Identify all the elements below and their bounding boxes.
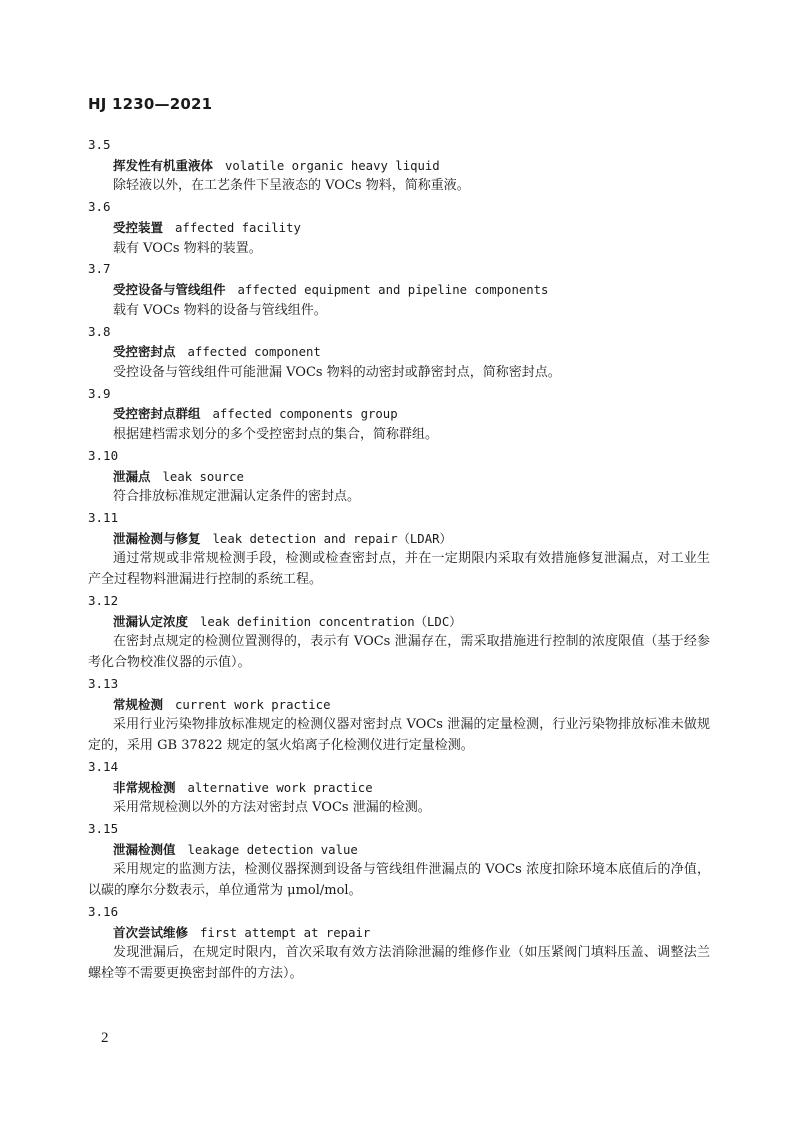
term-english: leak definition concentration（LDC） xyxy=(200,614,462,629)
term-chinese: 常规检测 xyxy=(113,696,164,712)
term-definition: 受控设备与管线组件可能泄漏 VOCs 物料的动密封或静密封点，简称密封点。 xyxy=(113,364,561,380)
term-definition: 在密封点规定的检测位置测得的，表示有 VOCs 泄漏存在，需采取措施进行控制的浓度限值（基于经参考化合物校准仪器的示值）。 xyxy=(88,634,710,671)
document-code: HJ 1230—2021 xyxy=(88,95,213,113)
definition-entry xyxy=(88,384,710,446)
term-english: affected components group xyxy=(212,407,398,422)
term-chinese: 首次尝试维修 xyxy=(113,924,189,940)
clause-number: 3.8 xyxy=(88,323,111,339)
clause-number: 3.12 xyxy=(88,593,119,608)
term-chinese: 非常规检测 xyxy=(113,779,176,795)
definition-entry xyxy=(88,259,710,321)
clause-number: 3.16 xyxy=(88,904,119,920)
term-chinese: 受控设备与管线组件 xyxy=(113,282,226,298)
term-english: current work practice xyxy=(175,697,331,712)
clause-number: 3.10 xyxy=(88,447,119,463)
clause-number: 3.14 xyxy=(88,758,119,774)
term-english: volatile organic heavy liquid xyxy=(225,158,440,173)
definition-entry xyxy=(88,508,710,591)
term-line xyxy=(88,342,710,363)
term-line xyxy=(88,467,710,488)
clause-number: 3.7 xyxy=(88,261,111,277)
term-english: affected component xyxy=(187,345,321,360)
term-definition: 采用行业污染物排放标准规定的检测仪器对密封点 VOCs 泄漏的定量检测，行业污染物排放标准未做规定的，采用 GB 37822 规定的氢火焰离子化检测仪进行定量检测。 xyxy=(88,717,710,754)
term-line xyxy=(88,404,710,425)
definition-entry xyxy=(88,446,710,508)
definition-entry xyxy=(88,135,710,197)
clause-number: 3.5 xyxy=(88,137,111,152)
term-definition: 除轻液以外，在工艺条件下呈液态的 VOCs 物料，简称重液。 xyxy=(113,178,470,194)
definition-entry xyxy=(88,757,710,819)
definition-entry xyxy=(88,819,710,902)
term-definition: 根据建档需求划分的多个受控密封点的集合，简称群组。 xyxy=(113,427,439,443)
term-chinese: 受控装置 xyxy=(113,219,164,235)
term-chinese: 受控密封点群组 xyxy=(113,406,201,422)
term-chinese: 挥发性有机重液体 xyxy=(113,157,214,173)
page-number: 2 xyxy=(101,1030,109,1046)
term-line xyxy=(88,778,710,799)
term-line xyxy=(88,923,710,944)
term-english: affected facility xyxy=(175,220,301,235)
term-chinese: 泄漏点 xyxy=(113,468,151,484)
term-definition: 符合排放标准规定泄漏认定条件的密封点。 xyxy=(113,489,361,505)
definitions-list xyxy=(88,135,710,985)
term-definition: 载有 VOCs 物料的设备与管线组件。 xyxy=(113,302,327,318)
term-definition: 采用规定的监测方法，检测仪器探测到设备与管线组件泄漏点的 VOCs 浓度扣除环境本底值后的净值，以碳的摩尔分数表示，单位通常为 μmol/mol。 xyxy=(88,862,710,899)
term-line xyxy=(88,529,710,550)
term-chinese: 泄漏检测值 xyxy=(113,841,176,857)
term-line xyxy=(88,280,710,301)
definition-entry xyxy=(88,197,710,259)
term-line xyxy=(88,612,710,633)
term-english: leak source xyxy=(162,469,244,484)
term-line xyxy=(88,840,710,861)
term-definition: 通过常规或非常规检测手段，检测或检查密封点，并在一定期限内采取有效措施修复泄漏点，对工业生产全过程物料泄漏进行控制的系统工程。 xyxy=(88,551,710,588)
term-definition: 发现泄漏后，在规定时限内，首次采取有效方法消除泄漏的维修作业（如压紧阀门填料压盖、调整法兰螺栓等不需要更换密封部件的方法）。 xyxy=(88,945,710,982)
term-chinese: 受控密封点 xyxy=(113,344,176,360)
definition-entry xyxy=(88,674,710,757)
term-chinese: 泄漏检测与修复 xyxy=(113,530,201,546)
term-line xyxy=(88,156,710,177)
term-chinese: 泄漏认定浓度 xyxy=(113,613,189,629)
term-line xyxy=(88,218,710,239)
clause-number: 3.13 xyxy=(88,675,119,691)
clause-number: 3.6 xyxy=(88,199,111,215)
term-english: leakage detection value xyxy=(187,842,358,857)
term-english: alternative work practice xyxy=(187,780,373,795)
term-definition: 载有 VOCs 物料的装置。 xyxy=(113,240,262,256)
term-line xyxy=(88,695,710,716)
clause-number: 3.9 xyxy=(88,385,111,401)
term-english: first attempt at repair xyxy=(200,925,371,940)
clause-number: 3.11 xyxy=(88,510,119,526)
term-definition: 采用常规检测以外的方法对密封点 VOCs 泄漏的检测。 xyxy=(113,800,431,816)
definition-entry xyxy=(88,322,710,384)
clause-number: 3.15 xyxy=(88,821,119,837)
definition-entry xyxy=(88,591,710,674)
term-english: leak detection and repair（LDAR） xyxy=(212,531,452,546)
term-english: affected equipment and pipeline components xyxy=(237,283,549,298)
definition-entry xyxy=(88,902,710,985)
